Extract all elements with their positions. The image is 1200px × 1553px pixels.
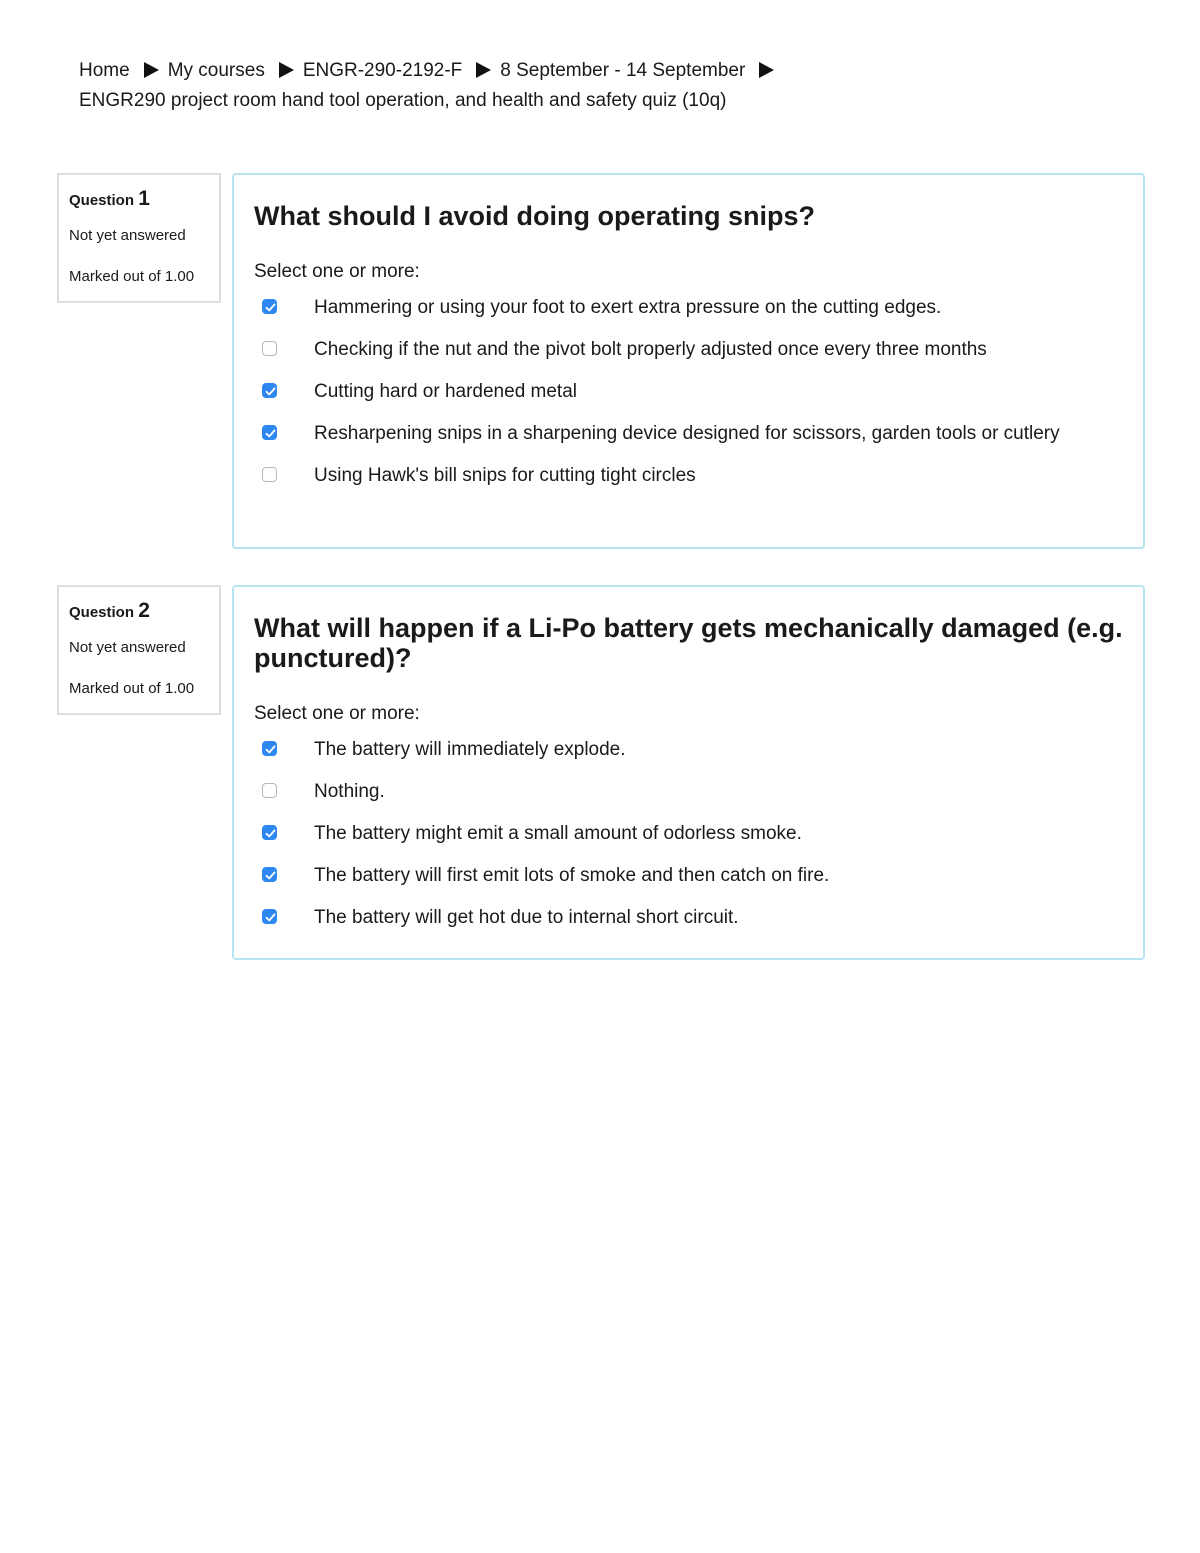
answer-option[interactable] [254,735,1123,765]
answer-label: The battery will get hot due to internal short circuit. [314,907,739,928]
breadcrumb-quiz-link[interactable]: ENGR290 project room hand tool operation, and health and safety quiz (10q) [79,90,727,111]
checkbox-unchecked-icon[interactable] [262,467,277,482]
question-label: Question [69,192,135,209]
breadcrumb-separator-icon [144,62,159,78]
checkbox-unchecked-icon[interactable] [262,783,277,798]
answer-option[interactable] [254,419,1123,449]
answer-label: Resharpening snips in a sharpening device designed for scissors, garden tools or cutlery [314,423,1060,444]
breadcrumb [79,56,1139,116]
answer-label: Using Hawk's bill snips for cutting tight circles [314,465,696,486]
checkbox-checked-icon[interactable] [262,425,277,440]
question-state: Not yet answered [69,639,186,656]
question-number-value: 2 [138,599,150,622]
answer-prompt: Select one or more: [254,703,420,724]
question-number [69,599,209,623]
answer-option[interactable] [254,377,1123,407]
answer-option[interactable] [254,861,1123,891]
breadcrumb-my-courses-link[interactable]: My courses [167,60,265,81]
question-number [69,187,209,211]
question-grade: Marked out of 1.00 [69,268,195,285]
answer-option[interactable] [254,903,1123,933]
answer-label: Nothing. [314,781,385,802]
answer-option[interactable] [254,461,1123,491]
answer-option[interactable] [254,777,1123,807]
checkbox-checked-icon[interactable] [262,383,277,398]
answer-label: Cutting hard or hardened metal [314,381,577,402]
answer-option[interactable] [254,335,1123,365]
answer-label: Checking if the nut and the pivot bolt properly adjusted once every three months [314,339,987,360]
question-label: Question [69,604,135,621]
checkbox-checked-icon[interactable] [262,741,277,756]
breadcrumb-separator-icon [279,62,294,78]
question-1-card [232,173,1145,549]
answer-label: The battery will first emit lots of smoke and then catch on fire. [314,865,830,886]
checkbox-checked-icon[interactable] [262,909,277,924]
breadcrumb-course-link[interactable]: ENGR-290-2192-F [302,60,463,81]
answer-list [254,735,1123,933]
answer-label: The battery will immediately explode. [314,739,626,760]
question-state: Not yet answered [69,227,186,244]
breadcrumb-separator-icon [759,62,774,78]
checkbox-checked-icon[interactable] [262,867,277,882]
checkbox-checked-icon[interactable] [262,299,277,314]
answer-label: Hammering or using your foot to exert extra pressure on the cutting edges. [314,297,942,318]
question-grade: Marked out of 1.00 [69,680,195,697]
breadcrumb-separator-icon [476,62,491,78]
breadcrumb-week-link[interactable]: 8 September - 14 September [500,60,746,81]
checkbox-checked-icon[interactable] [262,825,277,840]
checkbox-unchecked-icon[interactable] [262,341,277,356]
breadcrumb-home-link[interactable]: Home [79,60,130,81]
question-1-info [57,173,221,303]
question-number-value: 1 [138,187,150,210]
question-2-card [232,585,1145,960]
answer-prompt: Select one or more: [254,261,420,282]
question-2-info [57,585,221,715]
answer-label: The battery might emit a small amount of odorless smoke. [314,823,802,844]
answer-list [254,293,1123,491]
answer-option[interactable] [254,819,1123,849]
question-text: What will happen if a Li-Po battery gets mechanically damaged (e.g. punctured)? [254,613,1123,673]
question-text: What should I avoid doing operating snips? [254,201,815,231]
answer-option[interactable] [254,293,1123,323]
